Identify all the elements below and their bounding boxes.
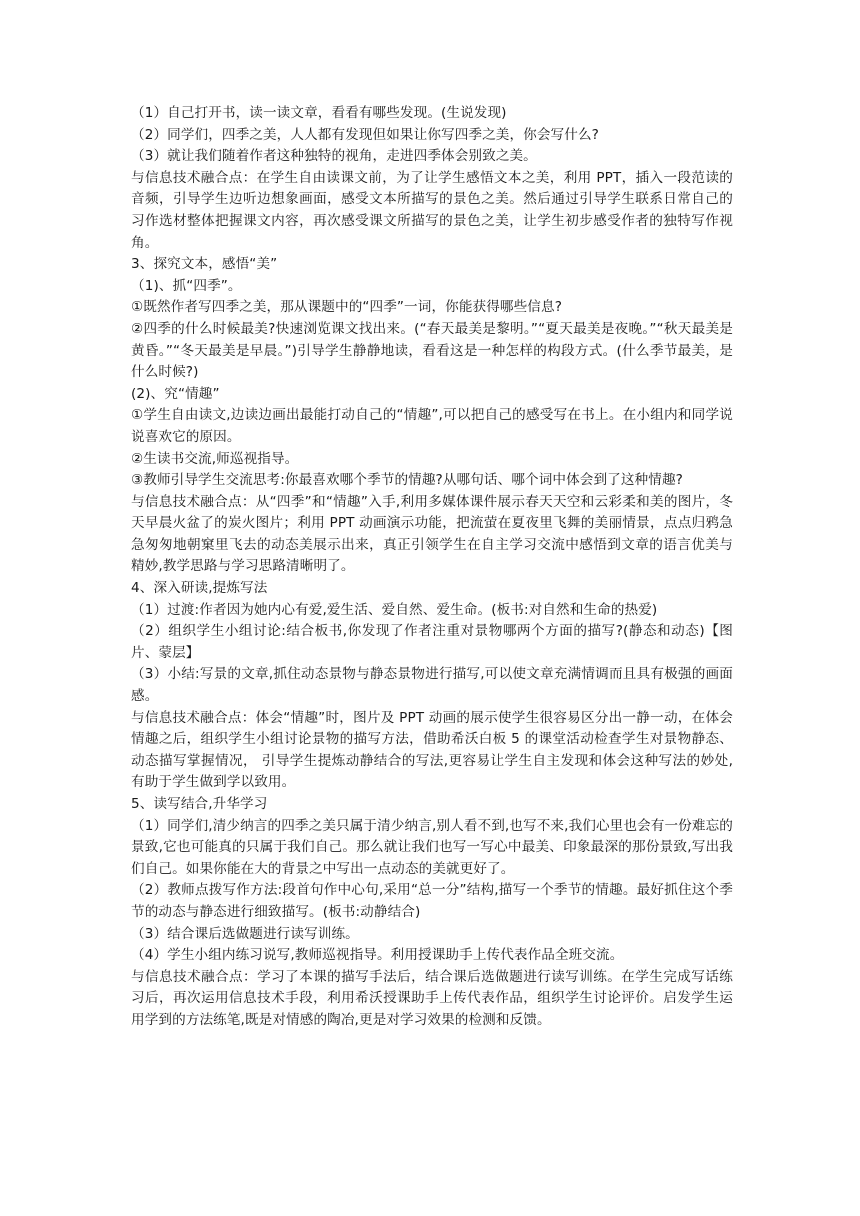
paragraph: 与信息技术融合点：学习了本课的描写手法后，结合课后选做题进行读写训练。在学生完成写话练习后，再次运用信息技术手段，利用希沃授课助手上传代表作品，组织学生讨论评价。启发学生运用学到的方法练笔,既是对情感的陶冶,更是对学习效果的检测和反馈。: [131, 968, 733, 1028]
paragraph: （2）组织学生小组讨论:结合板书,你发现了作者注重对景物哪两个方面的描写?(静态和动态)【图片、蒙层】: [131, 623, 733, 661]
section-heading: 5、读写结合,升华学习: [131, 796, 268, 812]
paragraph: ②四季的什么时候最美?快速浏览课文找出来。(“春天最美是黎明。”“夏天最美是夜晚。”“秋天最美是黄昏。”“冬天最美是早晨。”)引导学生静静地读，看看这是一种怎样的构段方式。(什么季节最美，是什么时候?): [131, 320, 733, 381]
paragraph: ①既然作者写四季之美，那从课题中的“四季”一词，你能获得哪些信息?: [131, 299, 563, 316]
section-heading: 4、深入研读,提炼写法: [131, 580, 268, 597]
paragraph: （1）过渡:作者因为她内心有爱,爱生活、爱自然、爱生命。(板书:对自然和生命的热爱): [131, 601, 658, 618]
paragraph: （2）同学们，四季之美，人人都有发现但如果让你写四季之美，你会写什么?: [131, 126, 599, 143]
paragraph: （3）就让我们随着作者这种独特的视角，走进四季体会别致之美。: [131, 148, 537, 165]
paragraph: ②生读书交流,师巡视指导。: [131, 450, 299, 467]
paragraph: 与信息技术融合点：在学生自由读课文前，为了让学生感悟文本之美，利用 PPT，插入一段范读的音频，引导学生边听边想象画面，感受文本所描写的景色之美。然后通过引导学生联系日常自己的习作选材整体把握课文内容，再次感受课文所描写的景色之美，让学生初步感受作者的独特写作视角。: [131, 169, 733, 251]
paragraph: （1）自己打开书，读一读文章，看看有哪些发现。(生说发现): [131, 105, 507, 121]
paragraph: ③教师引导学生交流思考:你最喜欢哪个季节的情趣?从哪句话、哪个词中体会到了这种情趣?: [131, 472, 683, 489]
paragraph: （4）学生小组内练习说写,教师巡视指导。利用授课助手上传代表作品全班交流。: [131, 947, 624, 964]
paragraph: 与信息技术融合点：体会“情趣”时，图片及 PPT 动画的展示使学生很容易区分出一静一动，在体会情趣之后，组织学生小组讨论景物的描写方法，借助希沃白板 5 的课堂活动检查学生对景物静态、动态描写掌握情况， 引导学生提炼动静结合的写法,更容易让学生自主发现和体会这种写法的妙处,有助于学生做到学以致用。: [131, 709, 733, 791]
subsection-heading: （1)、抓“四季”。: [131, 277, 242, 294]
paragraph: 与信息技术融合点：从“四季”和“情趣”入手,利用多媒体课件展示春天天空和云彩柔和美的图片，冬天早晨火盆了的炭火图片；利用 PPT 动画演示功能，把流萤在夏夜里飞舞的美丽情景，点点归鸦急急匆匆地朝窠里飞去的动态美展示出来，真正引领学生在自主学习交流中感悟到文章的语言优美与精妙,教学思路与学习思路清晰明了。: [131, 493, 733, 575]
subsection-heading: (2)、究“情趣”: [131, 385, 220, 402]
document-body: [131, 103, 733, 1032]
paragraph: （2）教师点拨写作方法:段首句作中心句,采用“总一分”结构,描写一个季节的情趣。最好抓住这个季节的动态与静态进行细致描写。(板书:动静结合): [131, 882, 733, 920]
paragraph: ①学生自由读文,边读边画出最能打动自己的“情趣”,可以把自己的感受写在书上。在小组内和同学说说喜欢它的原因。: [131, 407, 733, 445]
paragraph: （3）结合课后选做题进行读写训练。: [131, 925, 359, 942]
section-heading: 3、探究文本，感悟“美”: [131, 256, 278, 273]
paragraph: （1）同学们,清少纳言的四季之美只属于清少纳言,别人看不到,也写不来,我们心里也会有一份难忘的景致,它也可能真的只属于我们自己。那么就让我们也写一写心中最美、印象最深的那份景致,写出我们自己。如果你能在大的背景之中写出一点动态的美就更好了。: [131, 817, 733, 877]
paragraph: （3）小结:写景的文章,抓住动态景物与静态景物进行描写,可以使文章充满情调而且具有极强的画面感。: [131, 666, 733, 705]
